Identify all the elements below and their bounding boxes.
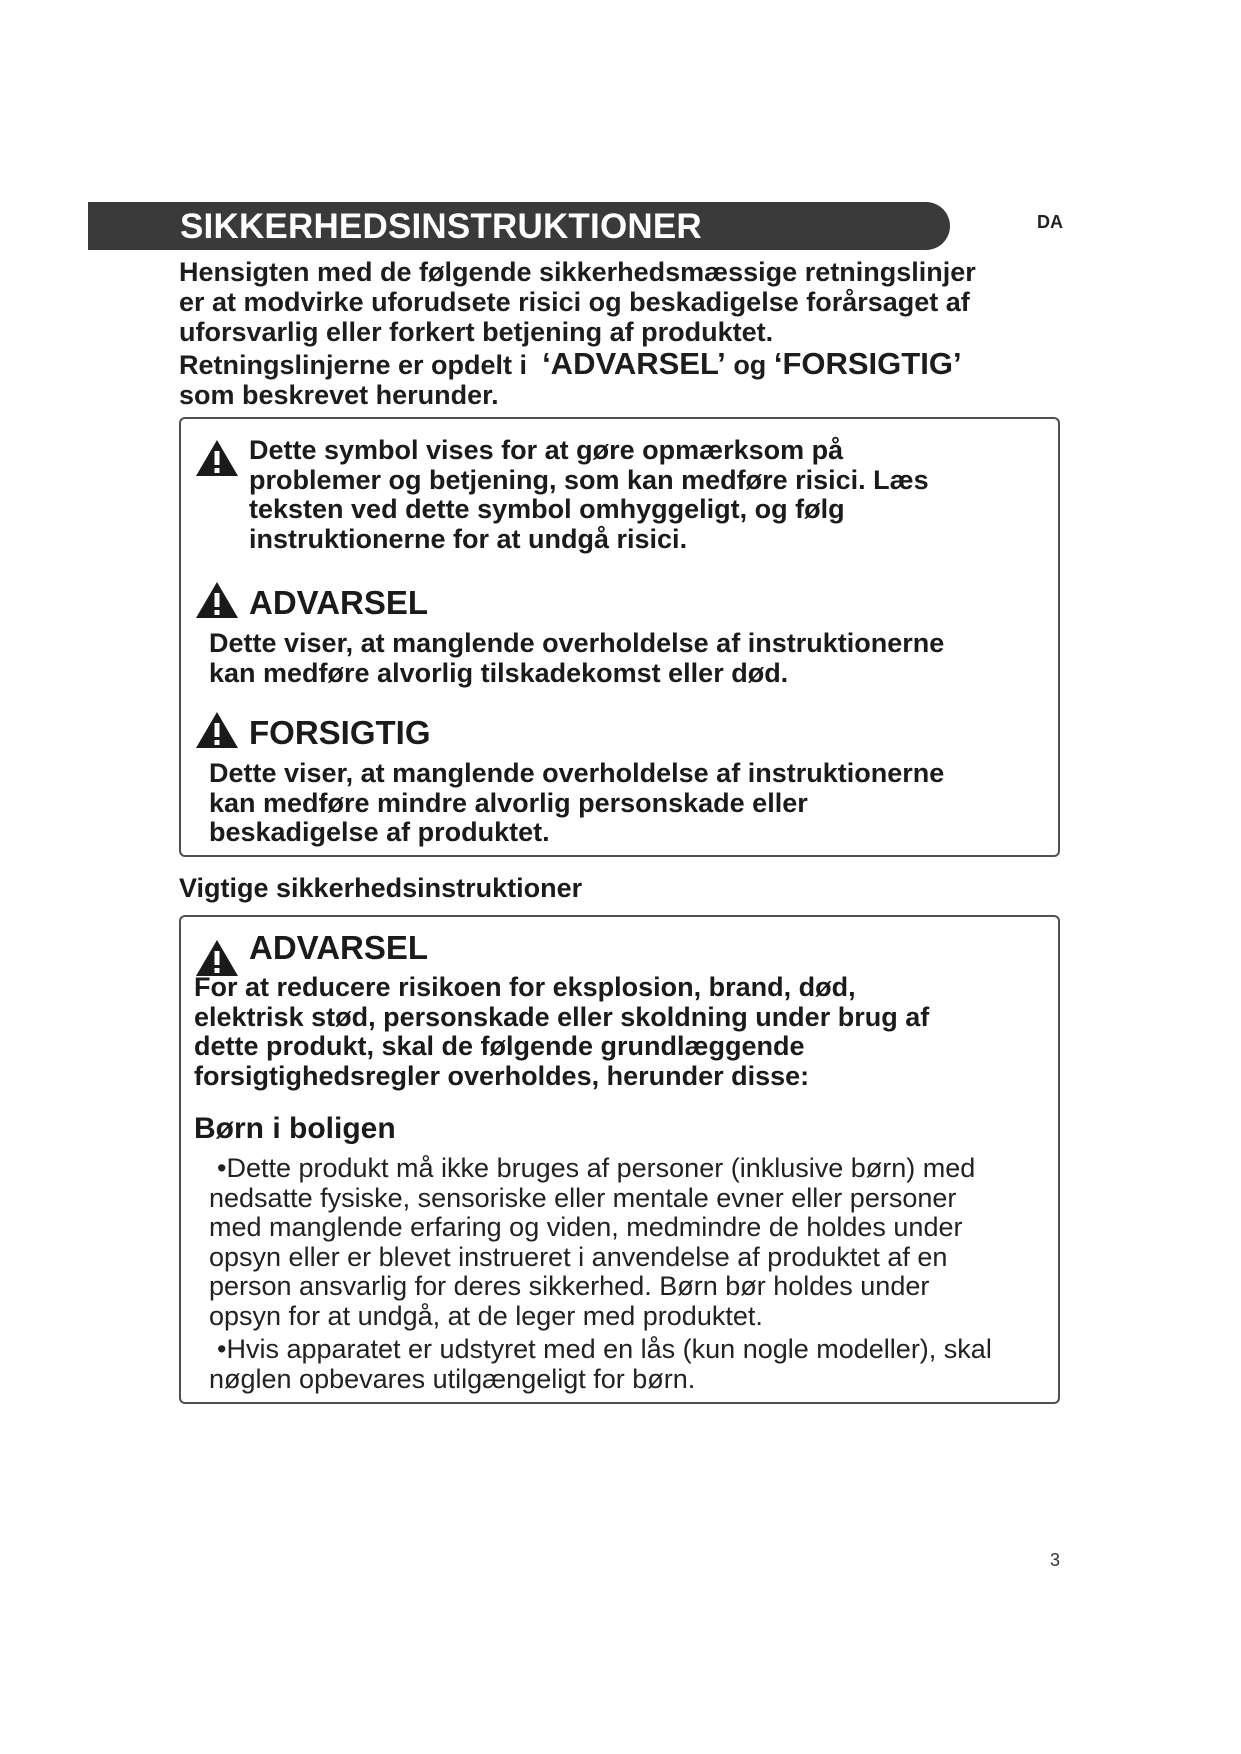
warning-description	[194, 973, 929, 1091]
children-heading: Børn i boligen	[194, 1112, 396, 1145]
text-line: For at reducere risikoen for eksplosion, brand, død,	[194, 972, 856, 1002]
text-line: forsigtighedsregler overholdes, herunder disse:	[194, 1060, 810, 1091]
section-title: SIKKERHEDSINSTRUKTIONER	[180, 207, 702, 246]
bullet-item	[209, 1335, 992, 1394]
page-number: 3	[1050, 1550, 1061, 1570]
warning-triangle-icon	[195, 439, 239, 477]
warning-triangle-icon	[195, 711, 239, 749]
text-line: instruktionerne for at undgå risici.	[249, 523, 688, 554]
term-caution: ‘FORSIGTIG’	[773, 346, 962, 381]
text-line: med manglende erfaring og viden, medmindre de holdes under	[209, 1212, 963, 1242]
text-line: nedsatte fysiske, sensoriske eller mentale evner eller personer	[209, 1182, 957, 1213]
text-line: problemer og betjening, som kan medføre risici. Læs	[249, 464, 929, 495]
intro-line: er at modvirke uforudsete risici og beskadigelse forårsaget af	[179, 287, 970, 317]
bullet-item	[209, 1154, 975, 1331]
text-line: opsyn for at undgå, at de leger med produktet.	[209, 1300, 763, 1331]
section-header-bar	[88, 202, 950, 250]
text-line: elektrisk stød, personskade eller skoldning under brug af	[194, 1001, 930, 1032]
text-line: •Dette produkt må ikke bruges af personer (inklusive børn) med	[217, 1153, 976, 1183]
warning-heading: ADVARSEL	[249, 584, 429, 621]
important-safety-box	[179, 915, 1060, 1404]
text-line: person ansvarlig for deres sikkerhed. Børn bør holdes under	[209, 1271, 930, 1301]
intro-paragraph	[179, 257, 1079, 410]
symbol-description	[249, 436, 929, 554]
text-line: kan medføre mindre alvorlig personskade eller	[209, 787, 808, 818]
text-line: teksten ved dette symbol omhyggeligt, og følg	[249, 494, 845, 524]
intro-divided-prefix: Retningslinjerne er opdelt i	[179, 350, 528, 380]
warning-heading: ADVARSEL	[249, 929, 429, 966]
intro-line: Hensigten med de følgende sikkerhedsmæssige retningslinjer	[179, 257, 976, 287]
text-line: Dette symbol vises for at gøre opmærksom på	[249, 435, 844, 465]
symbol-explanation-box	[179, 417, 1060, 857]
term-conjunction: og	[733, 350, 767, 380]
text-line: •Hvis apparatet er udstyret med en lås (kun nogle modeller), skal	[217, 1334, 992, 1364]
text-line: dette produkt, skal de følgende grundlæggende	[194, 1031, 805, 1061]
term-warning: ‘ADVARSEL’	[542, 346, 726, 381]
important-safety-heading: Vigtige sikkerhedsinstruktioner	[179, 873, 583, 903]
text-line: nøglen opbevares utilgængeligt for børn.	[209, 1363, 696, 1394]
language-code: DA	[1037, 212, 1063, 232]
intro-line: uforsvarlig eller forkert betjening af produktet.	[179, 317, 774, 347]
warning-triangle-icon	[195, 581, 239, 619]
intro-divided-suffix: som beskrevet herunder.	[179, 380, 499, 410]
warning-description	[209, 629, 944, 688]
text-line: opsyn eller er blevet instrueret i anvendelse af produktet af en	[209, 1241, 948, 1272]
text-line: kan medføre alvorlig tilskadekomst eller død.	[209, 657, 789, 688]
text-line: Dette viser, at manglende overholdelse af instruktionerne	[209, 758, 945, 788]
caution-heading: FORSIGTIG	[249, 714, 431, 751]
intro-divided-line	[179, 346, 1079, 381]
caution-description	[209, 759, 944, 848]
text-line: Dette viser, at manglende overholdelse af instruktionerne	[209, 628, 945, 658]
text-line: beskadigelse af produktet.	[209, 817, 550, 847]
